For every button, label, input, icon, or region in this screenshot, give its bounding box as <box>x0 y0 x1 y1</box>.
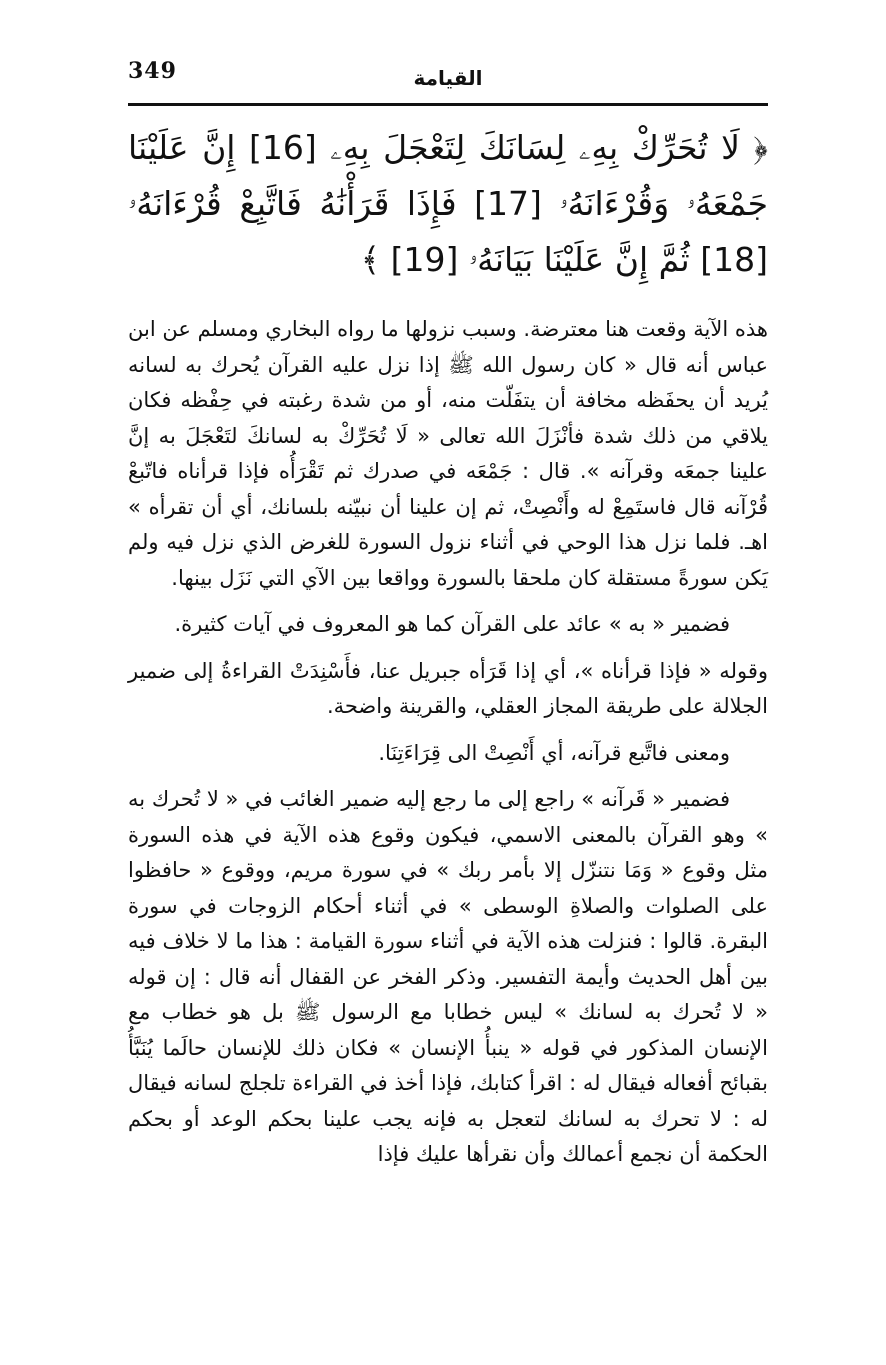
paragraph: ومعنى فاتَّبع قرآنه، أي أَنْصِتْ الى قِرَاءَتِنَا. <box>378 740 730 765</box>
paragraph: فضمير « به » عائد على القرآن كما هو المعروف في آيات كثيرة. <box>174 612 730 636</box>
header-rule <box>128 103 768 106</box>
running-title: القيامة <box>413 66 483 90</box>
commentary-body <box>128 312 768 1184</box>
paragraph: وقوله « فإذا قرأناه »، أي إذا قَرَأه جبريل عنا، فأَسْنِدَتْ القراءةُ إلى ضمير الجلالة على طريقة المجاز العقلي، والقرينة واضحة. <box>128 658 768 718</box>
page-number: 349 <box>128 58 177 84</box>
paragraph: هذه الآية وقعت هنا معترضة. وسبب نزولها ما رواه البخاري ومسلم عن ابن عباس أنه قال « كان رسول الله ﷺ إذا نزل عليه القرآن يُحرك به لسانه يُريد أن يحفَظه مخافة أن يتفَلّت منه، أو من شدة رغبته في حِفْظه فكان يلاقي من ذلك شدة فأنْزَلَ الله تعالى « لَا تُحَرِّكْ به لسانكَ لتَعْجَلَ به إنَّ علينا جمعَه وقرآنه ». قال : جَمْعَه في صدرك ثم تَقْرَأُه فإذا قرأناه فاتّبعْ قُرْآنه قال فاستَمِعْ له وأَنْصِتْ، ثم إن علينا أن نبيّنه بلسانك، أي أن تقرأه » اهـ. فلما نزل هذا الوحي في أثناء نزول السورة للغرض الذي نزل فيه ولم يَكن سورةً مستقلة كان ملحقا بالسورة وواقعا بين الآي التي نَزَل بينها. <box>128 317 768 590</box>
page-header <box>128 52 768 106</box>
quran-verse: ﴿ لَا تُحَرِّكْ بِهِۦ لِسَانَكَ لِتَعْجَلَ بِهِۦ [16] إِنَّ عَلَيْنَا جَمْعَهُۥ وَقُرْءَانَهُۥ [17] فَإِذَا قَرَأْنَٰهُ فَاتَّبِعْ قُرْءَانَهُۥ [18] ثُمَّ إِنَّ عَلَيْنَا بَيَانَهُۥ [19] ﴾ <box>128 128 768 279</box>
paragraph: فضمير « قَرآنه » راجع إلى ما رجع إليه ضمير الغائب في « لا تُحرك به » وهو القرآن بالمعنى الاسمي، فيكون وقوع هذه الآية في هذه السورة مثل وقوع « وَمَا نتنزّل إلا بأمر ربك » في سورة مريم، ووقوع « حافظوا على الصلوات والصلاةِ الوسطى » في أثناء أحكام الزوجات في سورة البقرة. قالوا : فنزلت هذه الآية في أثناء سورة القيامة : هذا ما لا خلاف فيه بين أهل الحديث وأيمة التفسير. وذكر الفخر عن القفال أنه قال : إن قوله « لا تُحرك به لسانك » ليس خطابا مع الرسول ﷺ بل هو خطاب مع الإنسان المذكور في قوله « ينبأُ الإنسان » فكان ذلك للإنسان حالَما يُنَبَّأُ بقبائح أفعاله فيقال له : اقرأ كتابك، فإذا أخذ في القراءة تلجلج لسانه فيقال له : لا تحرك به لسانك لتعجل به فإنه يجب علينا بحكم الوعد أو بحكم الحكمة أن نجمع أعمالك وأن نقرأها عليك فإذا <box>128 787 768 1166</box>
